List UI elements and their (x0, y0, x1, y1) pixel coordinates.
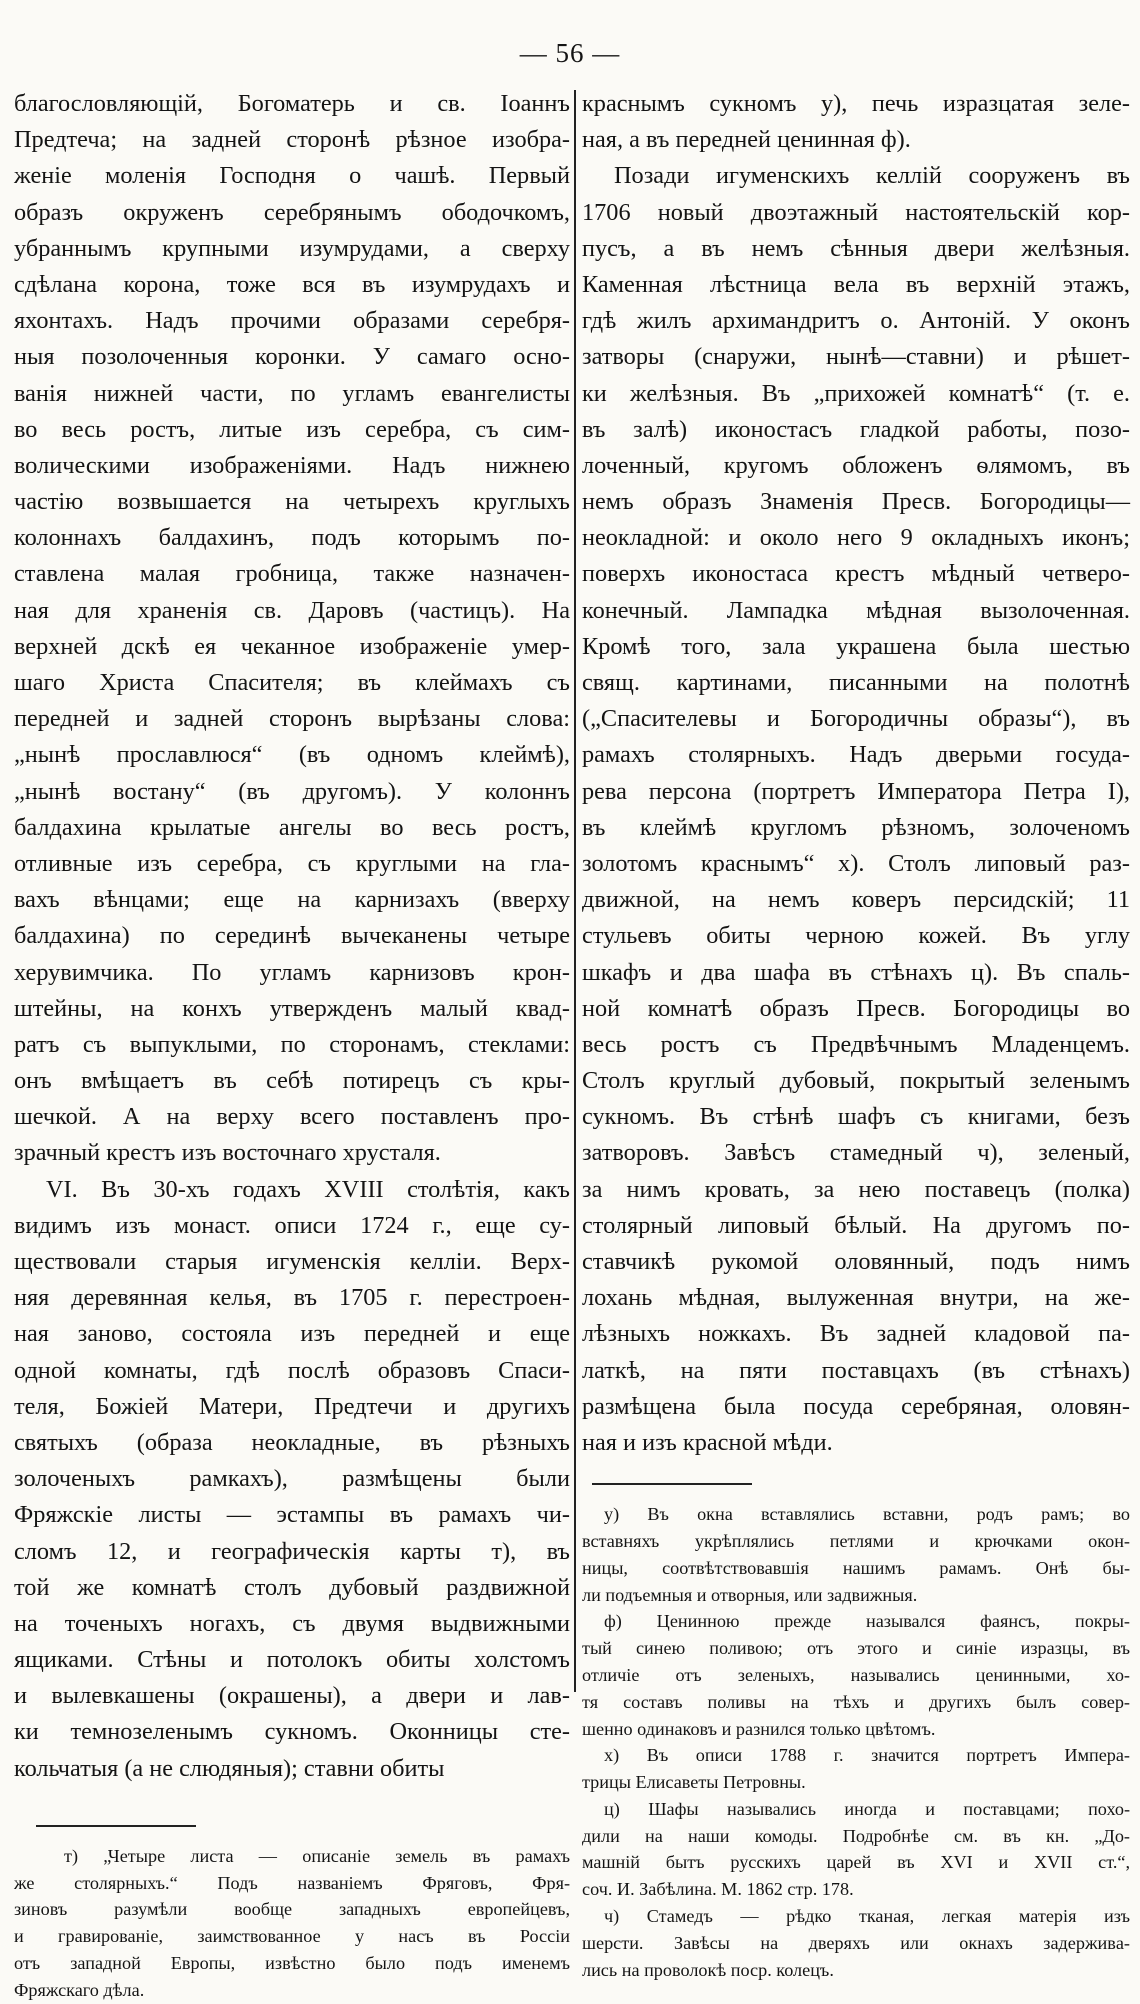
text-line: за нимъ кровать, за нею поставецъ (полка) (582, 1175, 1130, 1203)
text-line: столярный липовый бѣлый. На другомъ по- (582, 1211, 1130, 1239)
footnote-line: тя составъ поливы на тѣхъ и другихъ былъ совер- (582, 1691, 1130, 1712)
footnote-rule (36, 1825, 196, 1827)
text-line: золоченыхъ рамкахъ), размѣщены были (14, 1465, 570, 1493)
text-line: рева персона (портретъ Императора Петра I), (582, 777, 1130, 805)
text-line: верхней дскѣ ея чеканное изображеніе умер- (14, 632, 570, 660)
text-line: няя деревянная келья, въ 1705 г. перестроен- (14, 1284, 570, 1312)
text-line: Столъ круглый дубовый, покрытый зеленымъ (582, 1067, 1130, 1095)
text-line: „нынѣ востану“ (въ другомъ). У колоннъ (14, 777, 570, 805)
text-line: шаго Христа Спасителя; въ клеймахъ съ (14, 669, 570, 696)
text-line: ванія нижней части, по угламъ евангелисты (14, 379, 570, 407)
text-line: пусъ, а въ немъ сѣнныя двери желѣзныя. (582, 234, 1130, 262)
text-line: ящиками. Стѣны и потолокъ обиты холстомъ (14, 1646, 570, 1674)
footnote-line: ницы, соотвѣтствовавшія нашимъ рамамъ. Онѣ бы- (582, 1557, 1130, 1578)
text-line: затворовъ. Завѣсъ стамедный ч), зеленый, (582, 1139, 1130, 1167)
text-line: штейны, на конхъ утвержденъ малый квад- (14, 994, 570, 1022)
footnote-line: шенно одинаковъ и разнился только цвѣтомъ. (582, 1718, 936, 1739)
footnote-line: машній бытъ русскихъ царей въ XVI и XVII ст.“, (582, 1852, 1130, 1873)
text-line: латкѣ, на пяти поставцахъ (въ стѣнахъ) (582, 1356, 1130, 1384)
text-line: ратъ съ выпуклыми, по сторонамъ, стеклами: (14, 1030, 570, 1058)
text-line: ки желѣзныя. Въ „прихожей комнатѣ“ (т. е. (582, 379, 1130, 407)
text-line: Позади игуменскихъ келлій сооруженъ въ (614, 162, 1130, 190)
text-line: гдѣ жилъ архимандритъ о. Антоній. У оконъ (582, 307, 1130, 335)
text-line: святыхъ (образа неокладные, въ рѣзныхъ (14, 1428, 570, 1456)
text-line: лохань мѣдная, вылуженная внутри, на же- (582, 1284, 1130, 1312)
text-line: теля, Божіей Матери, Предтечи и другихъ (14, 1392, 570, 1420)
text-line: Предтеча; на задней сторонѣ рѣзное изобра- (14, 126, 570, 154)
footnote-line: х) Въ описи 1788 г. значится портретъ Импера- (604, 1745, 1130, 1766)
text-line: той же комнатѣ столъ дубовый раздвижной (14, 1573, 570, 1601)
text-line: зрачный крестъ изъ восточнаго хрусталя. (14, 1139, 441, 1167)
text-line: балдахина) по серединѣ вычеканены четыре (14, 922, 570, 950)
text-line: ная и изъ красной мѣди. (582, 1428, 833, 1456)
footnote-line: зиновъ разумѣли вообще западныхъ европейцевъ, (14, 1899, 570, 1920)
text-line: онъ вмѣщаетъ въ себѣ потирецъ съ кры- (14, 1067, 570, 1095)
text-line: частію возвышается на четырехъ круглыхъ (14, 488, 570, 516)
footnote-line: вставняхъ укрѣплялись петлями и крючками окон- (582, 1530, 1130, 1551)
text-line: убраннымъ крупными изумрудами, а сверху (14, 234, 570, 262)
text-line: яхонтахъ. Надъ прочими образами серебря- (14, 307, 570, 335)
page-number: — 56 — (519, 38, 621, 68)
text-line: весь ростъ съ Предвѣчнымъ Младенцемъ. (582, 1030, 1130, 1058)
text-line: и вылевкашены (окрашены), а двери и лав- (14, 1682, 570, 1710)
text-line: стульевъ обиты черною кожей. Въ углу (582, 922, 1130, 950)
left-column (14, 86, 570, 2004)
text-line: поверхъ иконостаса крестъ мѣдный четверо- (582, 560, 1130, 588)
footnote-line: дили на наши комоды. Подробнѣе см. въ кн. „До- (582, 1825, 1130, 1846)
footnote-line: ли подъемныя и отворныя, или задвижныя. (582, 1584, 918, 1605)
footnote-line: соч. И. Забѣлина. М. 1862 стр. 178. (582, 1879, 854, 1900)
text-line: вахъ вѣнцами; еще на карнизахъ (вверху (14, 886, 570, 914)
text-line: рамахъ столярныхъ. Надъ дверьми госуда- (582, 741, 1130, 769)
footnote-line: тый синею поливою; отъ этого и синіе изразцы, въ (582, 1638, 1130, 1659)
text-line: сломъ 12, и географическія карты т), въ (14, 1537, 570, 1565)
footnote-line: ц) Шафы назывались иногда и поставцами; похо- (604, 1798, 1130, 1819)
column-divider (574, 90, 576, 1692)
footnote-line: у) Въ окна вставлялись вставни, родъ рамъ; во (604, 1504, 1130, 1525)
footnote-line: отличіе отъ зеленыхъ, назывались ценинными, хо- (582, 1664, 1130, 1685)
text-line: шкафъ и два шафа въ стѣнахъ ц). Въ спаль- (582, 958, 1130, 986)
footnote-line: ч) Стамедъ — рѣдко тканая, легкая матерія изъ (604, 1906, 1130, 1927)
footnote-line: трицы Елисаветы Петровны. (582, 1772, 806, 1793)
text-line: сдѣлана корона, тоже вся въ изумрудахъ и (14, 270, 570, 298)
text-line: на точеныхъ ногахъ, съ двумя выдвижными (14, 1609, 570, 1637)
text-line: 1706 новый двоэтажный настоятельскій кор- (582, 198, 1130, 226)
right-column (582, 86, 1130, 1983)
text-line: шечкой. А на верху всего поставленъ про- (14, 1103, 570, 1131)
text-line: ная заново, состояла изъ передней и еще (14, 1320, 570, 1348)
text-line: сукномъ. Въ стѣнѣ шафъ съ книгами, безъ (582, 1103, 1130, 1131)
footnote-line: Фряжскаго дѣла. (14, 1979, 145, 2000)
text-line: свящ. картинами, писанными на полотнѣ (582, 669, 1130, 696)
footnote-line: же столярныхъ.“ Подъ названіемъ Фряговъ, Фря- (14, 1872, 570, 1893)
text-line: золотомъ краснымъ“ х). Столъ липовый раз- (582, 849, 1130, 877)
text-line: во весь ростъ, литые изъ серебра, съ сим- (14, 415, 570, 443)
right-body-text (582, 86, 1130, 1461)
text-line: Каменная лѣстница вела въ верхній этажъ, (582, 270, 1130, 298)
text-line: кольчатыя (а не слюдяныя); ставни обиты (14, 1754, 445, 1782)
text-line: передней и задней сторонъ вырѣзаны слова: (14, 705, 570, 733)
text-line: ныя позолоченныя коронки. У самаго осно- (14, 343, 570, 371)
text-line: ная, а въ передней ценинная ф). (582, 126, 911, 154)
text-line: движной, на немъ коверъ персидскій; 11 (582, 886, 1130, 914)
text-line: лоченный, кругомъ обложенъ ѳлямомъ, въ (582, 451, 1130, 479)
text-line: женіе моленія Господня о чашѣ. Первый (14, 162, 570, 190)
footnote-line: лись на проволокѣ поср. колецъ. (582, 1959, 834, 1980)
text-line: въ залѣ) иконостасъ гладкой работы, позо- (582, 415, 1130, 443)
text-line: немъ образъ Знаменія Пресв. Богородицы— (582, 488, 1130, 516)
footnote-line: ф) Ценинною прежде назывался фаянсъ, покры- (604, 1611, 1130, 1632)
text-line: затворы (снаружи, нынѣ—ставни) и рѣшет- (582, 343, 1130, 371)
text-line: отливные изъ серебра, съ круглыми на гла- (14, 849, 570, 877)
text-line: Кромѣ того, зала украшена была шестью (582, 632, 1130, 660)
text-line: благословляющій, Богоматерь и св. Іоаннъ (14, 90, 570, 117)
text-line: волическими изображеніями. Надъ нижнею (14, 451, 570, 479)
left-body-text (14, 86, 570, 1787)
right-footnotes (582, 1501, 1130, 1983)
text-line: херувимчика. По угламъ карнизовъ крон- (14, 958, 570, 986)
text-line: ставчикѣ рукомой оловянный, подъ нимъ (582, 1248, 1130, 1275)
text-line: ществовали старыя игуменскія келліи. Верх- (14, 1248, 570, 1275)
text-line: („Спасителевы и Богородичны образы“), въ (582, 705, 1130, 733)
left-footnotes (14, 1843, 570, 2004)
footnote-rule (592, 1483, 752, 1485)
text-line: въ клеймѣ кругломъ рѣзномъ, золоченомъ (582, 813, 1130, 841)
text-line: балдахина крылатые ангелы во весь ростъ, (14, 813, 570, 841)
footnote-line: т) „Четыре листа — описаніе земель въ рамахъ (64, 1845, 570, 1866)
footnote-line: и гравированіе, заимствованное у насъ въ Россіи (14, 1926, 570, 1947)
text-line: видимъ изъ монаст. описи 1724 г., еще су- (14, 1211, 570, 1239)
text-line: ная для храненія св. Даровъ (частицъ). На (14, 596, 570, 624)
text-line: образъ окруженъ серебрянымъ ободочкомъ, (14, 198, 570, 226)
text-line: ной комнатѣ образъ Пресв. Богородицы во (582, 994, 1130, 1022)
text-line: краснымъ сукномъ у), печь изразцатая зеле- (582, 90, 1130, 117)
text-line: конечный. Лампадка мѣдная вызолоченная. (582, 596, 1130, 624)
text-line: одной комнаты, гдѣ послѣ образовъ Спаси- (14, 1356, 570, 1384)
text-line: неокладной: и около него 9 окладныхъ иконъ; (582, 524, 1130, 552)
text-line: лѣзныхъ ножкахъ. Въ задней кладовой па- (582, 1320, 1130, 1348)
text-line: VI. Въ 30-хъ годахъ XVIII столѣтія, какъ (46, 1175, 570, 1203)
footnote-line: отъ западной Европы, извѣстно было подъ именемъ (14, 1953, 570, 1973)
text-line: размѣщена была посуда серебряная, оловян- (582, 1392, 1130, 1420)
text-line: ставлена малая гробница, также назначен- (14, 560, 570, 588)
text-line: Фряжскіе листы — эстампы въ рамахъ чи- (14, 1501, 570, 1529)
text-line: колоннахъ балдахинъ, подъ которымъ по- (14, 524, 570, 552)
text-line: ки темнозеленымъ сукномъ. Оконницы сте- (14, 1718, 570, 1746)
footnote-line: шерсти. Завѣсы на дверяхъ или окнахъ задерживa- (582, 1932, 1130, 1953)
text-line: „нынѣ прославлюся“ (въ одномъ клеймѣ), (14, 741, 570, 769)
